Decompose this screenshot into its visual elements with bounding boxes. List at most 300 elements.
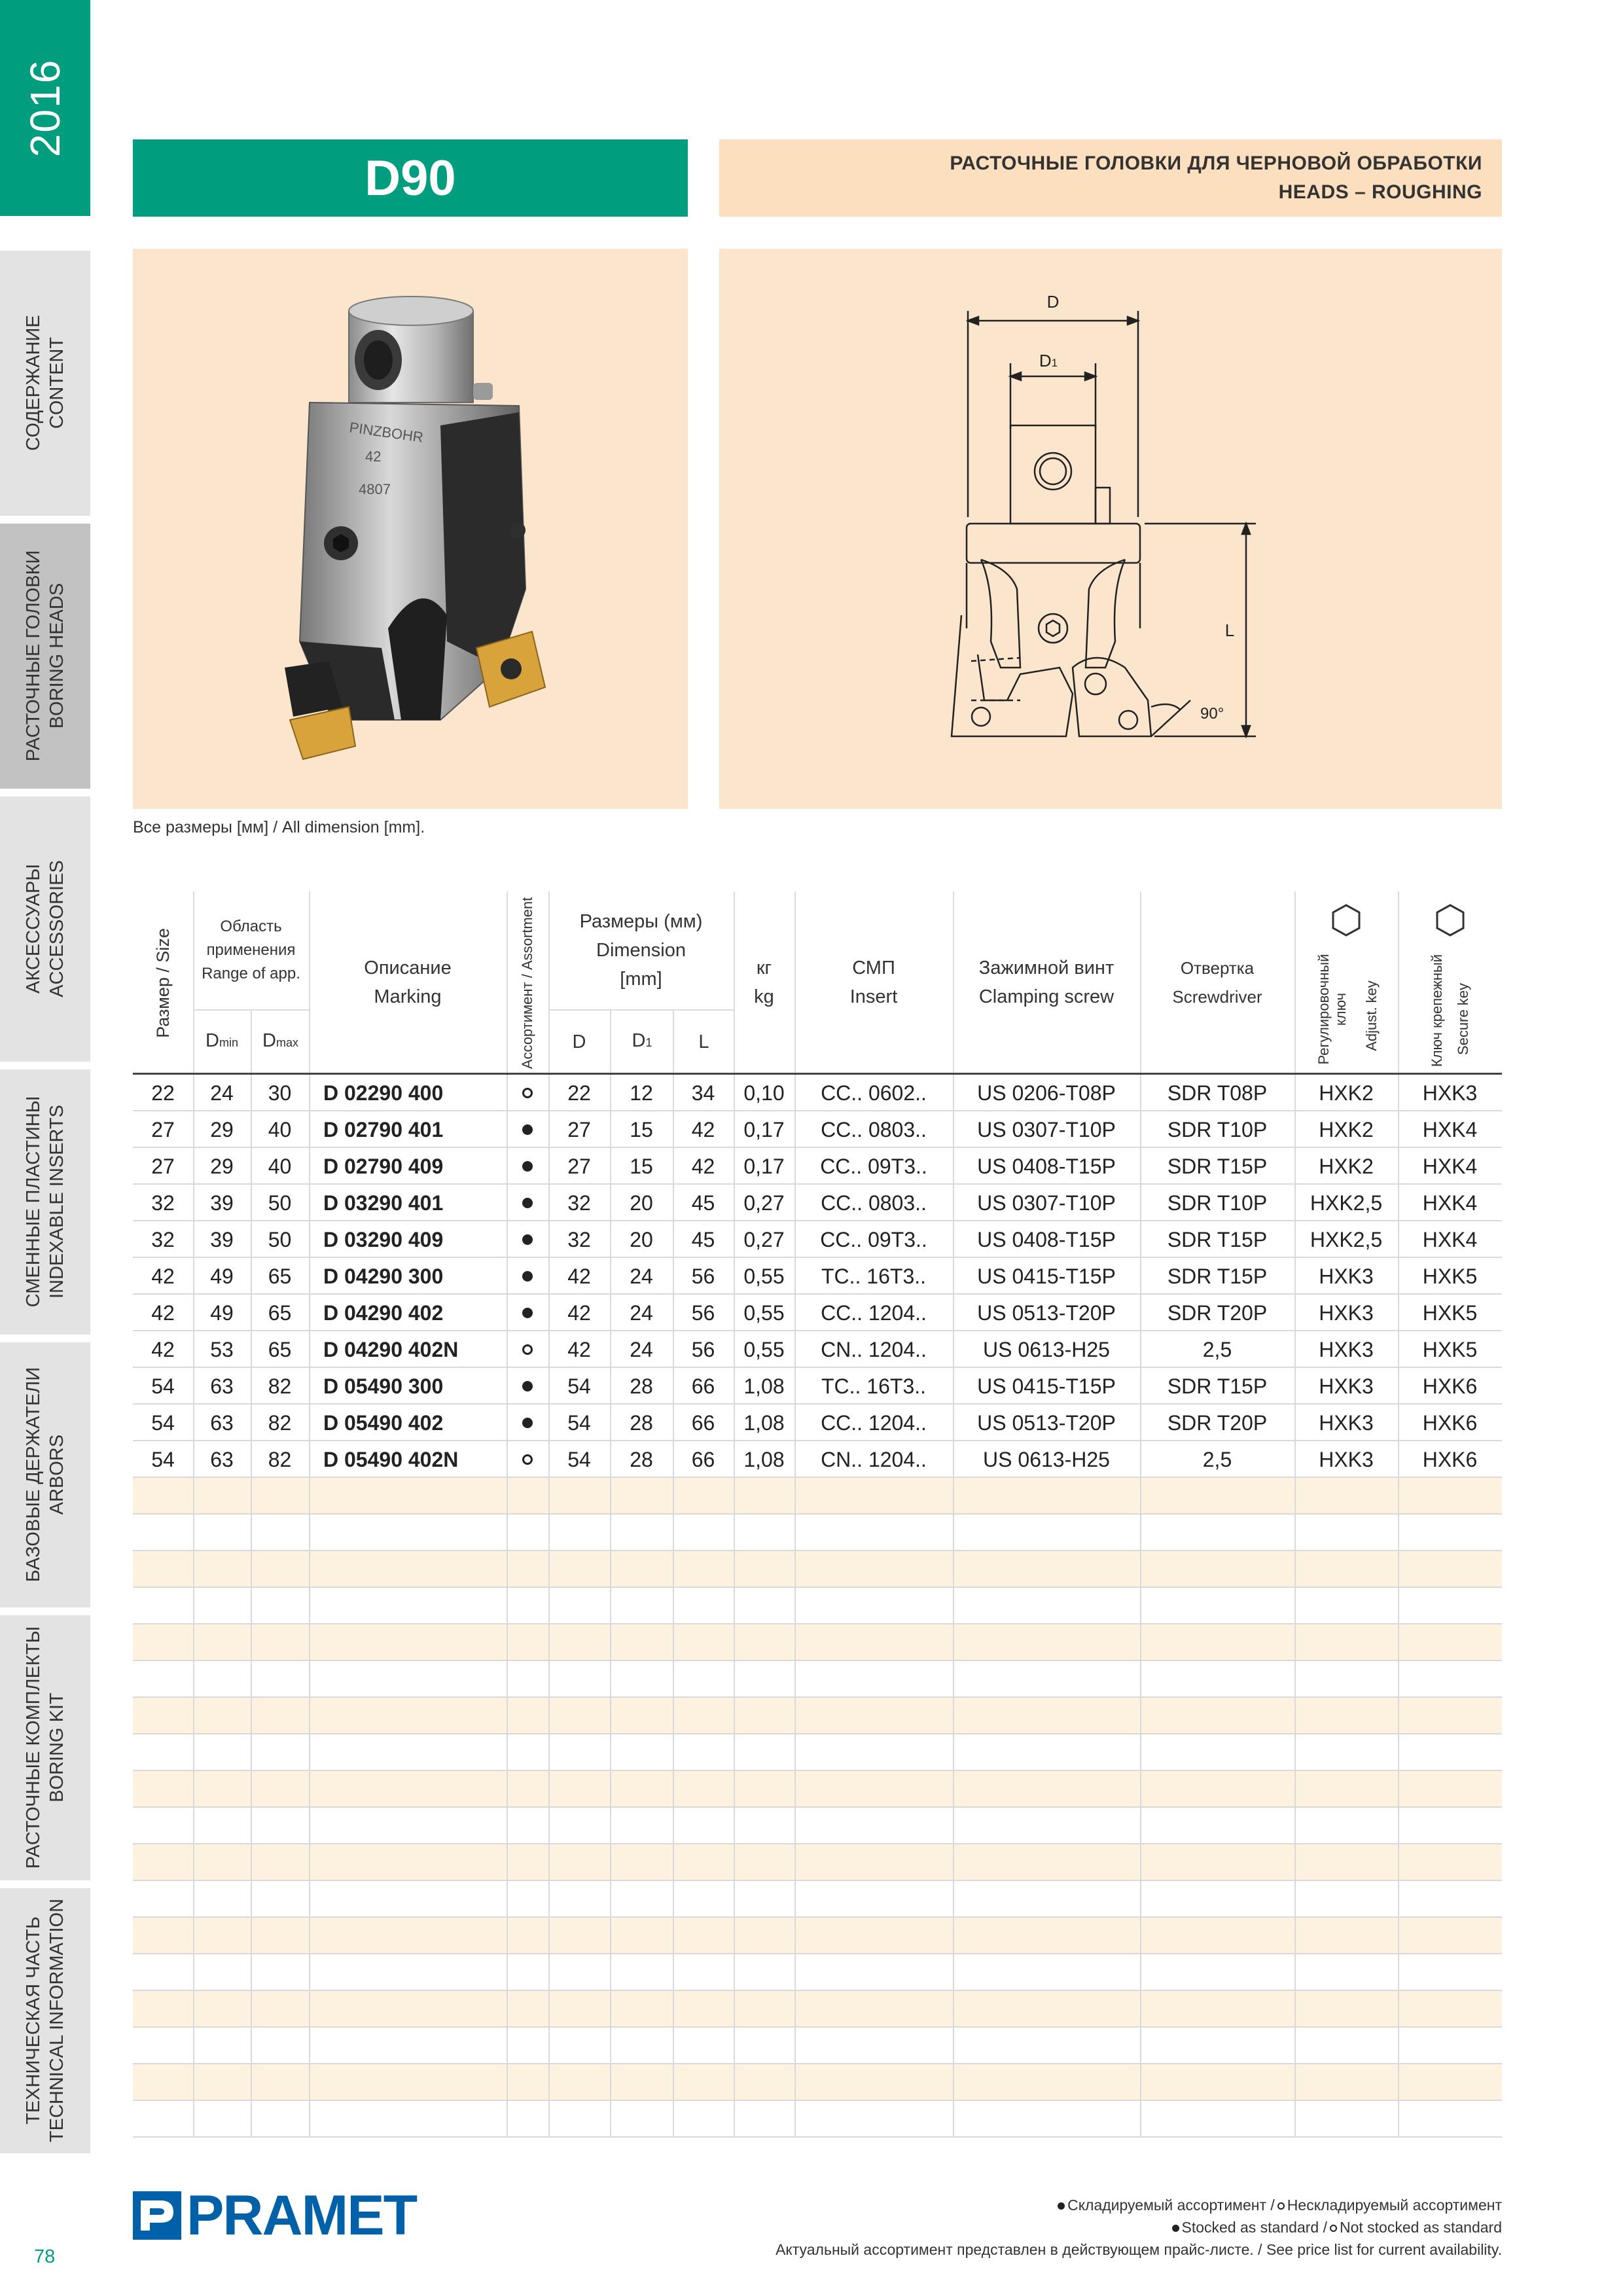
cell-screw: US 0408-T15P: [977, 1154, 1116, 1178]
dimension-label-l: L: [1224, 620, 1235, 640]
stocked-dot-icon: [522, 1124, 533, 1135]
cell-d: 32: [567, 1191, 591, 1215]
cell-dmax: 40: [268, 1154, 292, 1178]
cell-d: 27: [567, 1117, 591, 1141]
engraving-size: 42: [365, 448, 382, 465]
cell-d: 54: [567, 1447, 591, 1471]
cell-kg: 1,08: [743, 1447, 785, 1471]
stocked-dot-icon: [522, 1234, 533, 1245]
sidebar-tab-label-en: ACCESSORIES: [46, 860, 67, 997]
sidebar-tab-boring-heads[interactable]: [0, 524, 90, 789]
header-size-label: Размер / Size: [153, 928, 173, 1038]
cell-secure: HXK3: [1422, 1081, 1478, 1105]
sidebar-tab-label-ru: ТЕХНИЧЕСКАЯ ЧАСТЬ: [23, 1916, 44, 2125]
sidebar-tab-label-ru: БАЗОВЫЕ ДЕРЖАТЕЛИ: [23, 1367, 44, 1583]
cell-dmin: 63: [210, 1410, 234, 1435]
header-dmin-sub: min: [219, 1036, 238, 1049]
table-row-empty: [133, 1844, 1502, 1881]
cell-d1: 24: [630, 1337, 653, 1361]
hex-key-icon: [1330, 903, 1362, 937]
product-code: D90: [365, 150, 456, 206]
header-dimension-unit: [mm]: [620, 969, 662, 990]
table-row: [133, 1441, 1502, 1478]
table-row-empty: [133, 1515, 1502, 1551]
table-row-empty: [133, 1991, 1502, 2028]
cell-dmin: 63: [210, 1374, 234, 1398]
pramet-logo: [133, 2184, 417, 2247]
cell-marking: D 05490 402N: [323, 1447, 459, 1471]
cell-dmin: 29: [210, 1154, 234, 1178]
header-dimension: [548, 891, 734, 1009]
cell-stocked: [507, 1258, 548, 1295]
section-title-en: HEADS – ROUGHING: [1278, 181, 1482, 203]
engraving-brand: PINZBOHR: [348, 419, 425, 446]
header-dmax: [252, 1011, 309, 1073]
cell-driver: 2,5: [1202, 1337, 1232, 1361]
product-table: [133, 891, 1502, 2138]
cell-secure: HXK4: [1422, 1227, 1478, 1251]
cell-secure: HXK6: [1422, 1374, 1478, 1398]
header-marking-en: Marking: [374, 986, 442, 1007]
cell-size: 32: [151, 1227, 175, 1251]
cell-kg: 0,55: [743, 1300, 785, 1325]
dimension-drawing: [719, 249, 1502, 809]
cell-marking: D 03290 401: [323, 1191, 444, 1215]
cell-d1: 28: [630, 1374, 653, 1398]
cell-adjust: HXK3: [1319, 1374, 1374, 1398]
cell-d: 22: [567, 1081, 591, 1105]
table-row: [133, 1331, 1502, 1368]
dimension-label-d: D: [1046, 292, 1060, 312]
cell-kg: 1,08: [743, 1374, 785, 1398]
header-dimension-ru: Размеры (мм): [579, 911, 703, 932]
cell-screw: US 0613-H25: [983, 1447, 1110, 1471]
header-d1-sub: 1: [645, 1036, 652, 1049]
table-row-empty: [133, 1588, 1502, 1624]
sidebar-tab-label-ru: АКСЕССУАРЫ: [23, 864, 44, 994]
cell-driver: SDR T15P: [1167, 1227, 1268, 1251]
table-row: [133, 1148, 1502, 1185]
sidebar-tab-label-en: INDEXABLE INSERTS: [46, 1105, 67, 1299]
header-screwdriver-ru: Отвертка: [1180, 958, 1255, 978]
header-dmax-sub: max: [276, 1036, 298, 1049]
assortment-legend: [776, 2194, 1502, 2261]
cell-dmax: 50: [268, 1191, 292, 1215]
cell-kg: 0,17: [743, 1154, 785, 1178]
angle-label: 90°: [1200, 705, 1224, 723]
header-clamping-screw-en: Clamping screw: [978, 986, 1115, 1007]
engraving-serial: 4807: [359, 481, 391, 497]
cell-stocked: [507, 1368, 548, 1405]
table-header: [133, 891, 1502, 1075]
sidebar-tab-label-ru: СОДЕРЖАНИЕ: [23, 315, 44, 451]
cell-stocked: [507, 1111, 548, 1148]
dimension-label-d1-main: D: [1039, 351, 1052, 370]
cell-insert: CC.. 0803..: [821, 1191, 927, 1215]
cell-kg: 0,55: [743, 1337, 785, 1361]
cell-l: 42: [691, 1154, 715, 1178]
cell-driver: SDR T10P: [1167, 1191, 1268, 1215]
cell-stocked: [507, 1148, 548, 1185]
header-l: [674, 1011, 734, 1073]
cell-d1: 20: [630, 1191, 653, 1215]
cell-adjust: HXK3: [1319, 1410, 1374, 1435]
year-label: 2016: [22, 58, 69, 158]
cell-l: 56: [691, 1300, 715, 1325]
header-adjust-key-ru: [1315, 954, 1349, 1065]
cell-d: 32: [567, 1227, 591, 1251]
boring-head-photo-illustration: [133, 249, 688, 809]
sidebar-tab-label-ru: РАСТОЧНЫЕ КОМПЛЕКТЫ: [23, 1626, 44, 1869]
cell-d1: 15: [630, 1117, 653, 1141]
cell-size: 54: [151, 1374, 175, 1398]
legend-ru-not-stocked: Нескладируемый ассортимент: [1287, 2197, 1502, 2214]
table-row: [133, 1405, 1502, 1441]
table-row-empty: [133, 1478, 1502, 1515]
header-d1-label: D: [632, 1030, 646, 1051]
header-dmax-label: D: [262, 1030, 276, 1051]
cell-marking: D 02790 409: [323, 1154, 444, 1178]
cell-dmin: 39: [210, 1191, 234, 1215]
cell-d: 42: [567, 1264, 591, 1288]
cell-secure: HXK4: [1422, 1191, 1478, 1215]
cell-driver: SDR T08P: [1167, 1081, 1268, 1105]
cell-screw: US 0513-T20P: [977, 1410, 1116, 1435]
table-row-empty: [133, 1734, 1502, 1771]
header-adjust-key: [1294, 891, 1398, 1073]
cell-l: 45: [691, 1227, 715, 1251]
cell-adjust: HXK3: [1319, 1300, 1374, 1325]
cell-screw: US 0415-T15P: [977, 1374, 1116, 1398]
cell-kg: 1,08: [743, 1410, 785, 1435]
not-stocked-dot-icon: [522, 1344, 533, 1355]
sidebar-tab-label-en: CONTENT: [46, 336, 67, 429]
cell-dmax: 40: [268, 1117, 292, 1141]
cell-stocked: [507, 1075, 548, 1111]
cell-dmin: 49: [210, 1300, 234, 1325]
cell-l: 66: [691, 1447, 715, 1471]
cell-l: 66: [691, 1410, 715, 1435]
cell-d1: 28: [630, 1410, 653, 1435]
header-assortment-label: Ассортимент / Assortment: [519, 897, 535, 1069]
header-adjust-key-ru-2: ключ: [1332, 992, 1349, 1026]
cell-kg: 0,55: [743, 1264, 785, 1288]
cell-d: 54: [567, 1410, 591, 1435]
cell-secure: HXK6: [1422, 1447, 1478, 1471]
table-row: [133, 1221, 1502, 1258]
header-screwdriver: [1140, 891, 1294, 1073]
pramet-logo-icon: [133, 2191, 181, 2240]
legend-ru-stocked: Складируемый ассортимент /: [1067, 2197, 1275, 2214]
header-size: [133, 891, 193, 1073]
table-row-empty: [133, 1624, 1502, 1661]
cell-d: 42: [567, 1300, 591, 1325]
sidebar-tab-label-en: ARBORS: [46, 1434, 67, 1515]
header-marking: [309, 891, 507, 1073]
not-stocked-dot-icon: [522, 1454, 533, 1465]
header-d-label: D: [572, 1031, 586, 1052]
table-row-empty: [133, 1954, 1502, 1991]
cell-dmax: 30: [268, 1081, 292, 1105]
table-row-empty: [133, 1698, 1502, 1734]
cell-insert: CN.. 1204..: [821, 1447, 927, 1471]
header-range: [193, 891, 309, 1009]
cell-secure: HXK4: [1422, 1117, 1478, 1141]
cell-secure: HXK5: [1422, 1300, 1478, 1325]
cell-adjust: HXK3: [1319, 1264, 1374, 1288]
header-weight-en: kg: [754, 986, 774, 1007]
cell-adjust: HXK3: [1319, 1337, 1374, 1361]
cell-insert: CC.. 09T3..: [820, 1154, 927, 1178]
cell-screw: US 0206-T08P: [977, 1081, 1116, 1105]
table-row-empty: [133, 1808, 1502, 1844]
sidebar-tab-technical-information[interactable]: [0, 1888, 90, 2153]
cell-size: 54: [151, 1410, 175, 1435]
cell-kg: 0,27: [743, 1191, 785, 1215]
cell-size: 22: [151, 1081, 175, 1105]
cell-secure: HXK5: [1422, 1337, 1478, 1361]
cell-adjust: HXK2: [1319, 1154, 1374, 1178]
cell-marking: D 05490 402: [323, 1410, 444, 1435]
cell-driver: SDR T20P: [1167, 1410, 1268, 1435]
cell-dmin: 49: [210, 1264, 234, 1288]
cell-insert: CC.. 0602..: [821, 1081, 927, 1105]
cell-screw: US 0613-H25: [983, 1337, 1110, 1361]
cell-dmin: 29: [210, 1117, 234, 1141]
cell-marking: D 04290 402N: [323, 1337, 459, 1361]
table-row: [133, 1075, 1502, 1111]
cell-stocked: [507, 1221, 548, 1258]
header-clamping-screw-ru: Зажимной винт: [978, 957, 1115, 978]
cell-driver: SDR T15P: [1167, 1154, 1268, 1178]
header-adjust-key-ru-1: Регулировочный: [1315, 954, 1332, 1065]
cell-size: 42: [151, 1264, 175, 1288]
cell-dmax: 82: [268, 1447, 292, 1471]
sidebar: [0, 0, 90, 2179]
header-d: [548, 1011, 610, 1073]
product-code-banner: [133, 139, 688, 217]
table-row: [133, 1368, 1502, 1405]
header-d1: [611, 1011, 673, 1073]
cell-kg: 0,27: [743, 1227, 785, 1251]
section-title-ru: РАСТОЧНЫЕ ГОЛОВКИ ДЛЯ ЧЕРНОВОЙ ОБРАБОТКИ: [950, 152, 1482, 174]
stocked-dot-icon: [522, 1381, 533, 1391]
table-row-empty: [133, 2064, 1502, 2101]
cell-stocked: [507, 1441, 548, 1478]
cell-insert: TC.. 16T3..: [821, 1264, 927, 1288]
sidebar-tab-indexable-inserts[interactable]: [0, 1069, 90, 1335]
stocked-dot-icon: [522, 1308, 533, 1318]
cell-driver: 2,5: [1202, 1447, 1232, 1471]
cell-dmin: 63: [210, 1447, 234, 1471]
sidebar-tab-label-ru: СМЕННЫЕ ПЛАСТИНЫ: [23, 1096, 44, 1308]
cell-insert: CN.. 1204..: [821, 1337, 927, 1361]
cell-size: 42: [151, 1300, 175, 1325]
sidebar-tab-label-en: BORING HEADS: [46, 583, 67, 729]
cell-secure: HXK5: [1422, 1264, 1478, 1288]
header-adjust-key-en: Adjust. key: [1363, 980, 1380, 1051]
header-secure-key-en: Secure key: [1455, 982, 1471, 1056]
table-row-empty: [133, 1551, 1502, 1588]
cell-secure: HXK4: [1422, 1154, 1478, 1178]
hex-key-icon: [1435, 903, 1466, 937]
table-row-empty: [133, 1918, 1502, 1954]
cell-screw: US 0307-T10P: [977, 1191, 1116, 1215]
dimension-label-d1: [1039, 351, 1058, 370]
cell-l: 56: [691, 1337, 715, 1361]
cell-d1: 15: [630, 1154, 653, 1178]
cell-dmax: 65: [268, 1264, 292, 1288]
sidebar-tab-label-ru: РАСТОЧНЫЕ ГОЛОВКИ: [23, 550, 44, 762]
cell-dmin: 39: [210, 1227, 234, 1251]
header-assortment: [507, 891, 548, 1073]
header-range-en: Range of app.: [202, 965, 300, 982]
header-screwdriver-en: Screwdriver: [1172, 986, 1262, 1007]
cell-dmax: 65: [268, 1300, 292, 1325]
cell-d1: 20: [630, 1227, 653, 1251]
cell-d: 54: [567, 1374, 591, 1398]
sidebar-tab-boring-kit[interactable]: [0, 1615, 90, 1880]
cell-size: 42: [151, 1337, 175, 1361]
header-clamping-screw: [953, 891, 1140, 1073]
cell-screw: US 0408-T15P: [977, 1227, 1116, 1251]
cell-secure: HXK6: [1422, 1410, 1478, 1435]
header-dmin-label: D: [205, 1030, 219, 1051]
cell-kg: 0,10: [743, 1081, 785, 1105]
header-insert-ru: СМП: [852, 957, 895, 978]
cell-screw: US 0513-T20P: [977, 1300, 1116, 1325]
cell-dmax: 65: [268, 1337, 292, 1361]
cell-stocked: [507, 1331, 548, 1368]
cell-d: 27: [567, 1154, 591, 1178]
stocked-dot-icon: [522, 1418, 533, 1428]
sidebar-tab-label-en: BORING KIT: [46, 1693, 67, 1803]
cell-stocked: [507, 1295, 548, 1331]
table-row: [133, 1295, 1502, 1331]
section-title-banner: [719, 139, 1502, 217]
cell-insert: TC.. 16T3..: [821, 1374, 927, 1398]
legend-en: [776, 2216, 1502, 2238]
header-insert: [794, 891, 953, 1073]
stocked-dot-icon: [522, 1271, 533, 1282]
header-range-ru: Область: [220, 918, 282, 935]
cell-marking: D 02290 400: [323, 1081, 444, 1105]
header-secure-key: [1398, 891, 1502, 1073]
table-row-empty: [133, 2028, 1502, 2064]
cell-adjust: HXK3: [1319, 1447, 1374, 1471]
cell-l: 56: [691, 1264, 715, 1288]
cell-d1: 24: [630, 1264, 653, 1288]
cell-dmax: 50: [268, 1227, 292, 1251]
dimensions-note: Все размеры [мм] / All dimension [mm].: [133, 818, 425, 836]
table-body: [133, 1075, 1502, 2138]
cell-insert: CC.. 1204..: [821, 1300, 927, 1325]
cell-stocked: [507, 1405, 548, 1441]
stocked-dot-icon: [522, 1198, 533, 1208]
cell-l: 42: [691, 1117, 715, 1141]
page-number: 78: [34, 2246, 56, 2267]
cell-adjust: HXK2,5: [1310, 1191, 1383, 1215]
cell-dmax: 82: [268, 1410, 292, 1435]
cell-screw: US 0307-T10P: [977, 1117, 1116, 1141]
header-range-ru2: применения: [206, 941, 296, 959]
cell-size: 27: [151, 1117, 175, 1141]
cell-driver: SDR T15P: [1167, 1374, 1268, 1398]
cell-d1: 24: [630, 1300, 653, 1325]
cell-adjust: HXK2,5: [1310, 1227, 1383, 1251]
table-row-empty: [133, 1661, 1502, 1698]
header-dmin: [193, 1011, 251, 1073]
product-photo: [133, 249, 688, 809]
sidebar-tab-content[interactable]: [0, 251, 90, 516]
cell-marking: D 04290 300: [323, 1264, 444, 1288]
legend-ru: [776, 2194, 1502, 2216]
cell-insert: CC.. 0803..: [821, 1117, 927, 1141]
legend-note: Актуальный ассортимент представлен в действующем прайс-листе. / See price list for current availability.: [776, 2241, 1502, 2258]
header-weight: [734, 891, 794, 1073]
cell-d1: 12: [630, 1081, 653, 1105]
cell-l: 34: [691, 1081, 715, 1105]
table-row-empty: [133, 2101, 1502, 2138]
cell-size: 32: [151, 1191, 175, 1215]
cell-stocked: [507, 1185, 548, 1221]
stocked-dot-icon: [522, 1161, 533, 1172]
cell-size: 54: [151, 1447, 175, 1471]
dimension-label-d1-sub: 1: [1051, 357, 1058, 369]
cell-adjust: HXK2: [1319, 1117, 1374, 1141]
cell-dmin: 53: [210, 1337, 234, 1361]
sidebar-tab-arbors[interactable]: [0, 1342, 90, 1607]
cell-marking: D 05490 300: [323, 1374, 444, 1398]
cell-marking: D 03290 409: [323, 1227, 444, 1251]
cell-driver: SDR T10P: [1167, 1117, 1268, 1141]
table-row: [133, 1185, 1502, 1221]
cell-dmax: 82: [268, 1374, 292, 1398]
cell-marking: D 04290 402: [323, 1300, 444, 1325]
header-weight-ru: кг: [756, 957, 772, 978]
cell-d: 42: [567, 1337, 591, 1361]
cell-size: 27: [151, 1154, 175, 1178]
cell-kg: 0,17: [743, 1117, 785, 1141]
table-row: [133, 1258, 1502, 1295]
header-l-label: L: [698, 1031, 709, 1052]
cell-driver: SDR T20P: [1167, 1300, 1268, 1325]
legend-en-stocked: Stocked as standard /: [1181, 2219, 1327, 2236]
header-dimension-en: Dimension: [596, 940, 686, 961]
cell-insert: CC.. 09T3..: [820, 1227, 927, 1251]
table-row-empty: [133, 1771, 1502, 1808]
technical-drawing: [719, 249, 1502, 809]
cell-insert: CC.. 1204..: [821, 1410, 927, 1435]
table-row-empty: [133, 1881, 1502, 1918]
sidebar-tab-accessories[interactable]: [0, 797, 90, 1062]
pramet-logo-text: PRAMET: [187, 2184, 417, 2247]
year-tab: [0, 0, 90, 216]
cell-marking: D 02790 401: [323, 1117, 444, 1141]
cell-dmin: 24: [210, 1081, 234, 1105]
not-stocked-dot-icon: [522, 1088, 533, 1098]
cell-screw: US 0415-T15P: [977, 1264, 1116, 1288]
header-marking-ru: Описание: [364, 957, 452, 978]
table-row: [133, 1111, 1502, 1148]
cell-d1: 28: [630, 1447, 653, 1471]
cell-driver: SDR T15P: [1167, 1264, 1268, 1288]
header-secure-key-ru: Ключ крепежный: [1429, 954, 1445, 1067]
cell-adjust: HXK2: [1319, 1081, 1374, 1105]
cell-l: 66: [691, 1374, 715, 1398]
header-insert-en: Insert: [849, 986, 898, 1007]
cell-l: 45: [691, 1191, 715, 1215]
